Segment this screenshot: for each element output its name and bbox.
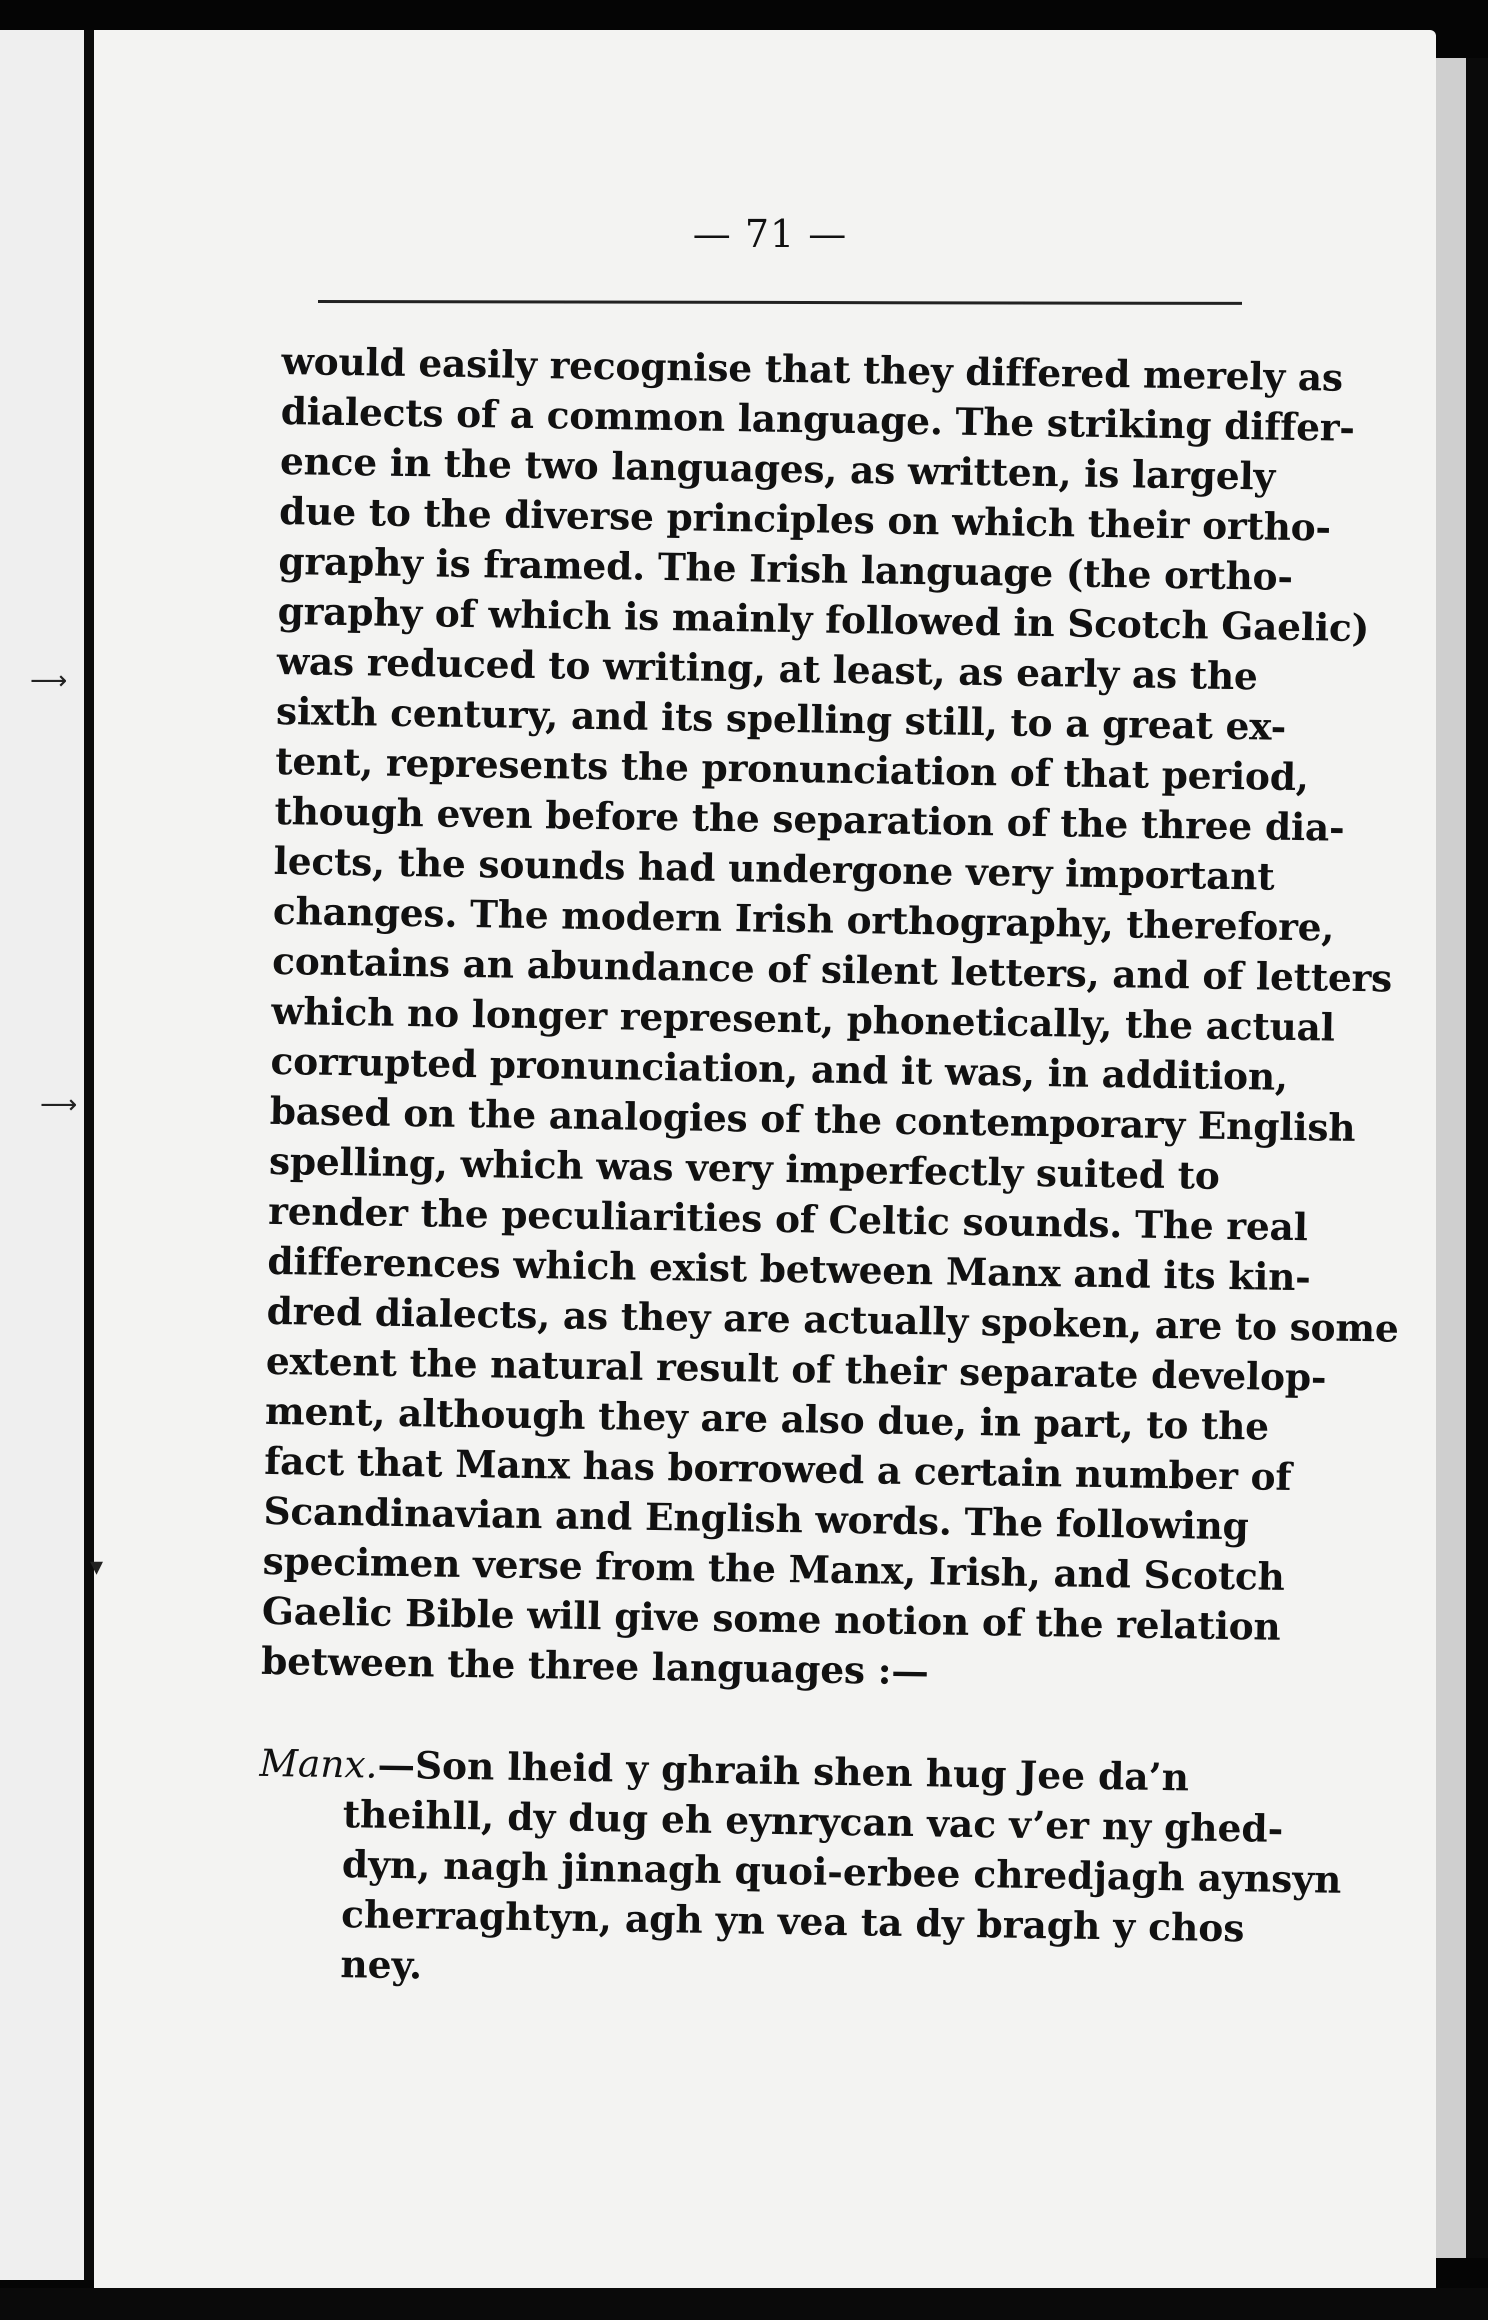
paragraph [260,336,1399,1701]
text-line: contains an abundance of silent letters, and of letters [271,938,1393,1001]
text-line: Scandinavian and English words. The following [263,1488,1250,1549]
verse-line: cherraghtyn, agh yn vea ta dy bragh y chos [340,1892,1245,1951]
text-line: extent the natural result of their separate develop- [265,1338,1327,1400]
text-line: Gaelic Bible will give some notion of the relation [261,1588,1281,1649]
verse-line: ney. [340,1942,423,1988]
margin-mark-arrow: ⟶ [30,666,68,696]
verse-text: —Son lheid y ghraih shen hug Jee da’n [377,1742,1190,1800]
page-body [256,336,1399,2003]
text-line: fact that Manx has borrowed a certain number of [263,1438,1292,1499]
verse-line: theihll, dy dug eh eynrycan vac v’er ny ghed- [342,1792,1284,1851]
margin-mark-triangle: ▾ [90,1552,104,1582]
text-line: corrupted pronunciation, and it was, in addition, [270,1038,1289,1099]
text-line: sixth century, and its spelling still, to a great ex- [275,688,1287,749]
text-line: ence in the two languages, as written, is largely [279,438,1276,499]
text-line: graphy is framed. The Irish language (the ortho- [278,538,1294,599]
text-line: though even before the separation of the three dia- [274,788,1345,850]
scan-border-right [1466,58,1488,2258]
text-line: specimen verse from the Manx, Irish, and Scotch [262,1538,1286,1599]
verse-line: dyn, nagh jinnagh quoi-erbee chredjagh aynsyn [341,1842,1342,1902]
page-number: — 71 — [692,212,848,256]
text-line: between the three languages :— [260,1638,929,1694]
text-line: due to the diverse principles on which their ortho- [278,488,1332,550]
text-line: spelling, which was very imperfectly suited to [268,1138,1220,1198]
text-line: which no longer represent, phonetically, the actual [271,988,1336,1050]
text-line: ment, although they are also due, in part, to the [264,1388,1270,1449]
verse-label: Manx. [259,1740,378,1787]
facing-page-edge [0,30,84,2280]
text-line: would easily recognise that they differed merely as [281,338,1344,400]
scan-border-bottom [0,2288,1488,2320]
text-line: graphy of which is mainly followed in Scotch Gaelic) [277,588,1370,651]
text-line: render the peculiarities of Celtic sounds. The real [267,1188,1309,1250]
text-line: differences which exist between Manx and its kin- [267,1238,1311,1300]
text-line: changes. The modern Irish orthography, therefore, [272,888,1335,950]
text-line: dialects of a common language. The striking differ- [280,388,1356,450]
margin-mark-arrow: ⟶ [40,1090,78,1120]
text-line: based on the analogies of the contemporary English [269,1088,1356,1150]
verse-continuation [256,1788,1342,2003]
book-gutter [84,30,94,2280]
text-line: lects, the sounds had undergone very important [273,838,1275,899]
text-line: was reduced to writing, at least, as early as the [276,638,1258,699]
page-stack-edge [1436,58,1466,2258]
text-line: dred dialects, as they are actually spoken, are to some [266,1288,1399,1351]
text-line: tent, represents the pronunciation of that period, [274,738,1309,800]
